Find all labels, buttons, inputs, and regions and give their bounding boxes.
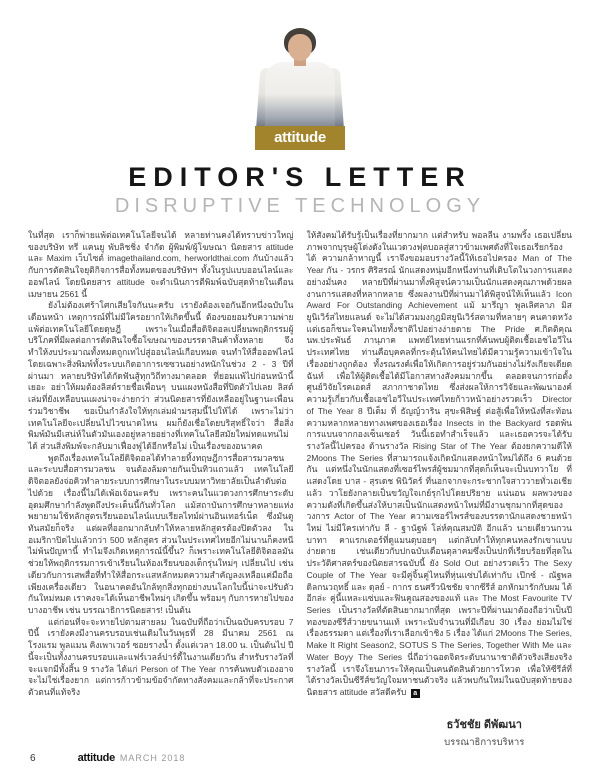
paragraph — [307, 230, 573, 699]
magazine-logo: attitude — [77, 752, 115, 764]
page-number: 6 — [30, 753, 36, 764]
editor-signature — [307, 715, 573, 750]
article-columns — [28, 230, 572, 748]
paragraph-text: ให้สังคมได้รับรู้เป็นเรื่องที่ยากมาก แต่สำหรับ พอลลีน งามพริ้ง เธอเปลี่ยนภาพจากบุรุษผู้โด่งดังในแวดวงฟุตบอลสู่สาวข้ามเพศดังที่ใจเธอเรียกร้องได้ ความกล้าหาญนี้ เราจึงขอมอบรางวัลนี้ให้เธอไปครอง Man of The Year กัน - วรกร ศิริสรณ์ นักแสดงหนุ่มอีกหนึ่งท่านที่เติบโตในวงการแสดงอย่างมั่นคง หลายปีที่ผ่านมาทั้งพิสูจน์ความเป็นนักแสดงคุณภาพด้วยผลงานการแสดงที่หลากหลาย ซึ่งผลงานปีที่ผ่านมาได้พิสูจน์ให้เห็นแล้ว Icon Award For Outstanding Achievement แม้ มารีญา พูลเลิศลาภ มิส ยูนิเวิร์สไทยแลนด์ จะไม่ได้สวมมงกุฎมิสยูนิเวิร์สตามที่หลายๆ คนคาดหวัง แต่เธอก็ชนะใจคนไทยทั้งชาติไปอย่างง่ายดาย The Pride ศ.กิตติคุณ นพ.ประพันธ์ ภานุภาค แพทย์ไทยท่านแรกที่ค้นพบผู้ติดเชื้อเอชไอวีในประเทศไทย ท่านคือบุคคลที่กระตุ้นให้คนไทยได้มีความรู้ความเข้าใจในเรื่องอย่างถูกต้อง ทั้งรณรงค์เพื่อให้เกิดการอยู่ร่วมกันอย่างไม่รังเกียจเดียดฉันท์ เพื่อให้ผู้ติดเชื้อได้มีโอกาสทางสังคมมากขึ้น ตลอดจนการก่อตั้งศูนย์วิจัยโรคเอดส์ สภากาชาดไทย ซึ่งส่งผลให้การวิจัยและพัฒนาองค์ความรู้เกี่ยวกับเชื้อเอชไอวีในประเทศไทยก้าวหน้าอย่างรวดเร็ว Director of The Year 8 ปีเต็ม ที่ ธัญญ์วาริน สุขะพิสิษฐ์ ต่อสู้เพื่อให้หนังที่สะท้อนความหลากหลายทางเพศของเธอเรื่อง Insects in the Backyard รอดพ้นการแบนจากกองเซ็นเซอร์ วันนี้เธอทำสำเร็จแล้ว และเธอควรจะได้รับรางวัลนี้ไปครอง ด้านรางวัล Rising Star of The Year ต้องยกความดีให้ 2Moons The Series ที่สามารถแจ้งเกิดนักแสดงหน้าใหม่ได้ถึง 6 คนด้วยกัน แต่หนึ่งในนักแสดงที่เซอร์ไพรส์ผู้ชมมากที่สุดก็เห็นจะเป็นบทวาโย ที่แสดงโดย บาส - สุรเดช พินิวัตร์ ที่นอกจากจะกระชากใจสาววายทั่วเอเชียแล้ว วาโยยังกลายเป็นขวัญใจเกย์รุกไปโดยปริยาย แน่นอน ผลพวงของความดังที่เกิดขึ้นส่งให้บาสเป็นนักแสดงหน้าใหม่ที่มีงานชุกมากที่สุดของวงการ Actor of The Year ความเซอร์ไพรส์ของบรรดานักแสดงชายหน้าใหม่ ไม่มีใครเท่ากับ ลี - ฐานัฐพ์ โล่ห์คุณสมบัติ อีกแล้ว นายเดียวนกวนบาทา คาแรกเตอร์ที่ดูแมนดุบอยๆ แต่กลับทำให้ทุกคนหลงรักเขาแบบง่ายดาย เช่นเดียวกับปกฉบับเดือนตุลาคมซึ่งเป็นปกที่เรียบร้อยที่สุดในประวัติศาสตร์ของนิตยสารฉบับนี้ ยัง Sold Out อย่างรวดเร็ว The Sexy Couple of The Year จะมีคู่จิ้นคู่ไหนที่หุ่นแซ่บได้เท่ากับ เป๊กซ์ - ณัฐพล ดิลกนวฤทธิ์ และ ดุลย์ - กากร ธนศรีวนิชชัย จากซีรีส์ อกหักมารักกับผม ได้อีกล่ะ คู่นี้แหละแซ่บและฟินคูณสองของแท้ และ The Most Favourite TV Series เป็นรางวัลที่ตัดสินยากมากที่สุด เพราะปีที่ผ่านมาต้องถือว่าเป็นปีทองของซีรีส์วายขนานแท้ เพราะนับจำนวนที่มีเกือบ 30 เรื่อง ย่อมไม่ใช่เรื่องธรรมดา แต่เรื่องที่เราเลือกเข้าชิง 5 เรื่อง ได้แก่ 2Moons The Series, Make It Right Season2, SOTUS S The Series, Together With Me และ Water Boyy The Series นี่ถือว่าฉอดจิตระดับนานาชาติตัวจริงเสียงจริง รางวัลนี้ เราจึงโยนภาระให้คุณเป็นคนตัดสินด้วยการโหวต เพื่อให้ซีรีส์ที่ได้รางวัลเป็นซีรีส์ขวัญใจมหาชนตัวจริง แล้วพบกันใหม่ในฉบับสุดท้ายของนิตยสาร attitude สวัสดีครับ — [306, 230, 572, 698]
paragraph: ยังไม่ต้องเศร้าโศกเสียใจกันนะครับ เรายังต้องเจอกันอีกหนึ่งฉบับในเดือนหน้า เหตุการณ์ที่ไม่มีใครอยากให้เกิดขึ้นนี้ ต้องขอยอมรับความพ่ายแพ้ต่อเทคโนโลยีโดยดุษฎี เพราะในเมื่อสื่อดิจิตอลเปลี่ยนพฤติกรรมผู้บริโภคที่มีผลต่อการตัดสินใจซื้อโฆษณาของบรรดาสินค้าทั้งหลาย จึงทำให้งบประมาณทั้งหมดถูกเทไปสู่ออนไลน์เกือบหมด จนทำให้สื่อออฟไลน์ โดยเฉพาะสิ่งพิมพ์ทั้งระบบเกิดอาการเซซวนอย่างหนักในช่วง 2 - 3 ปีที่ผ่านมา หลายบริษัทได้กัดฟันสู้ทุกวิถีทางมาตลอด ที่ยอมแพ้ไปก่อนหน้านี้เยอะ อย่าให้ผมต้องลิสต์รายชื่อเพื่อนๆ บนแผงหนังสือที่ปิดตัวไปเลย ลิสต์เล่มที่ยังเหลือบนแผงน่าจะง่ายกว่า ส่วนนิตยสารที่ยังเหลืออยู่ในฐานะเพื่อนร่วมวิชาชีพ ขอเป็นกำลังใจให้ทุกเล่มฝ่ามรสุมนี้ไปให้ได้ เพราะไม่ว่าเทคโนโลยีจะเปลี่ยนไปไวขนาดไหน ผมก็ยังเชื่อโดยบริสุทธิ์ใจว่า สื่อสิ่งพิมพ์มันมีเสน่ห์ในตัวมันเองอยู่หลายอย่างที่เทคโนโลยีสมัยใหม่ทดแทนไม่ได้ ส่วนสิ่งพิมพ์จะกลับมาเฟื่องฟูได้อีกหรือไม่ เป็นเรื่องของอนาคต — [28, 300, 294, 451]
page-subtitle: DISRUPTIVE TECHNOLOGY — [114, 195, 486, 217]
article-end-mark-icon: a — [411, 689, 420, 698]
editor-role: บรรณาธิการบริหาร — [444, 736, 525, 748]
paragraph: พูดถึงเรื่องเทคโนโลยีดิจิตอลได้ทำลายทิ้งทฤษฎีการสื่อสารมวลชน และระบบสื่อสารมวลชน จนต้องล้มตายกันเป็นทิวแถวแล้ว เทคโนโลยีดิจิตอลยังจ่อคิวทำลายระบบการศึกษาในระบบมหาวิทยาลัยเป็นลำดับต่อไปด้วย เรื่องนี้ไม่ได้เพ้อเจ้อนะครับ เพราะคนในแวดวงการศึกษาระดับอุดมศึกษากำลังพูดถึงประเด็นนี้กันทั่วโลก แม้สถาบันการศึกษาหลายแห่งพยายามใช้หลักสูตรเรียนออนไลน์แบบเรียลไทม์ผ่านอินเทอร์เน็ต ซึ่งมันดูทันสมัยก็จริง แต่ผลที่ออกมากลับทำให้หลายหลักสูตรต้องปิดตัวลง ในอเมริกาปิดไปแล้วกว่า 500 หลักสูตร ส่วนในประเทศไทยอีกไม่นานก็คงหนีไม่พ้นปัญหานี้ ทำไมจึงเกิดเหตุการณ์นี้ขึ้น? ก็เพราะเทคโนโลยีดิจิตอลมันช่วยให้พฤติกรรมการเข้าเรียนในห้องเรียนของเด็กรุ่นใหม่ๆ เปลี่ยนไป เช่นเดียวกับการเสพสื่อที่ทำให้สื่อกระแสหลักหมดความสำคัญลงเหลือแค่มือถือเพียงเครื่องเดียว ในอนาคตอันใกล้ทุกสิ่งทุกอย่างบนโลกใบนี้น่าจะปรับตัวกันใหม่หมด เราคงจะได้เห็นอาชีพใหม่ๆ เกิดขึ้น พร้อมๆ กับการหายไปของบางอาชีพ เช่น บรรณาธิการนิตยสาร! เป็นต้น — [28, 452, 294, 615]
article-column-right — [306, 230, 573, 748]
paragraph: แต่ก่อนที่จะจะหายไปตามสายลม ในฉบับที่ถือว่าเป็นฉบับครบรอบ 7 ปีนี้ เรายังคงมีงานครบรอบเช่นเดิมในวันพุธที่ 28 มีนาคม 2561 ณ โรงแรม พูลแมน คิงเพาเวอร์ ซอยรางน้ำ ตั้งแต่เวลา 18.00 น. เป็นต้นไป ปีนี้จะเป็นทั้งงานครบรอบและแฟร์เวลล์ปาร์ตี้ในงานเดียวกัน สำหรับรางวัลที่จะแจกมีทั้งสิ้น 9 รางวัล ได้แก่ Person of The Year การค้นพบตัวเองอาจจะไม่ใช่เรื่องยาก แต่การก้าวข้ามข้อจำกัดทางสังคมและกล้าที่จะประกาศตัวตนที่แท้จริง — [28, 616, 294, 698]
editor-photo-face — [288, 34, 312, 61]
page-title: EDITOR'S LETTER — [128, 162, 472, 192]
attitude-badge: attitude — [255, 126, 345, 150]
editor-photo — [252, 28, 348, 138]
issue-date: MARCH 2018 — [119, 753, 186, 763]
paragraph: ในที่สุด เราก็พ่ายแพ้ต่อเทคโนโลยีจนได้ หลายท่านคงได้ทราบข่าวใหญ่ของบริษัท ทรี แคนยู พับลิชชิ่ง จำกัด ผู้พิมพ์/ผู้โฆษณา นิตยสาร attitude และ Maxim เว็บไซต์ imagethailand.com, herworldthai.com กันบ้างแล้ว กับการตัดสินใจยุติกิจการสื่อทั้งหมดของบริษัทฯ ทั้งในรูปแบบออนไลน์และออฟไลน์ โดยนิตยสาร attitude จะดำเนินการตีพิมพ์ฉบับสุดท้ายในเดือนเมษายน 2561 นี้ — [28, 230, 294, 299]
page-footer — [30, 752, 185, 764]
article-column-left — [28, 230, 294, 726]
editor-name: ธวัชชัย ดีพัฒนา — [446, 718, 522, 731]
